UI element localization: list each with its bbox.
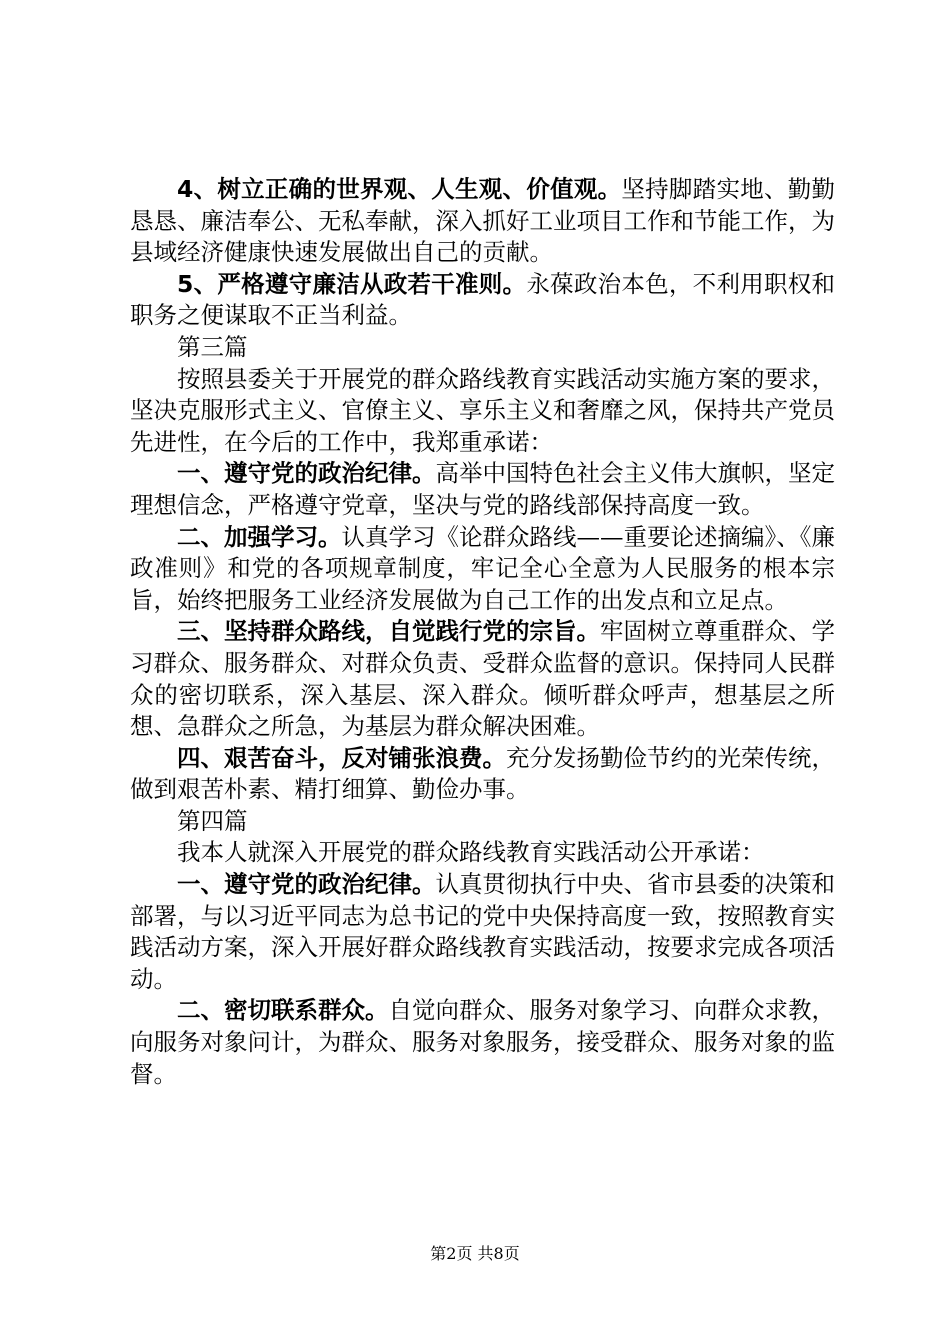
page-number-label: 第2页 共8页 xyxy=(430,1244,520,1263)
paragraph-text: 坚持脚踏实地、勤勤恳恳、廉洁奉公、无私奉献，深入抓好工业项目工作和节能工作，为县域经济健康快速发展做出自己的贡献。 xyxy=(130,175,836,267)
section-heading-part-3 xyxy=(130,332,835,364)
document-body xyxy=(130,174,835,1090)
paragraph-pledge-2 xyxy=(130,522,835,617)
paragraph-text: 自觉向群众、服务对象学习、向群众求教，向服务对象问计，为群众、服务对象服务，接受群众、服务对象的监督。 xyxy=(130,996,835,1088)
paragraph-text: 高举中国特色社会主义伟大旗帜，坚定理想信念，严格遵守党章，坚决与党的路线部保持高度一致。 xyxy=(130,459,835,519)
paragraph-lead: 二、加强学习。 xyxy=(177,522,342,551)
paragraph-text: 按照县委关于开展党的群众路线教育实践活动实施方案的要求，坚决克服形式主义、官僚主义、享乐主义和奢靡之风，保持共产党员先进性，在今后的工作中，我郑重承诺： xyxy=(130,364,835,456)
paragraph-lead: 一、遵守党的政治纪律。 xyxy=(177,870,436,899)
paragraph-pledge-1 xyxy=(130,458,835,521)
paragraph-lead: 一、遵守党的政治纪律。 xyxy=(177,459,436,488)
paragraph-lead: 四、艰苦奋斗，反对铺张浪费。 xyxy=(177,743,506,772)
paragraph-pledge-3 xyxy=(130,616,835,742)
paragraph-commitment-1 xyxy=(130,869,835,995)
paragraph-lead: 4、树立正确的世界观、人生观、价值观。 xyxy=(177,175,622,203)
section-heading-part-4 xyxy=(130,806,835,838)
paragraph-intro-part-4 xyxy=(130,837,835,869)
section-heading-text: 第三篇 xyxy=(177,332,248,361)
paragraph-text: 认真学习《论群众路线——重要论述摘编》、《廉政准则》和党的各项规章制度，牢记全心全意为人民服务的根本宗旨，始终把服务工业经济发展做为自己工作的出发点和立足点。 xyxy=(130,522,835,614)
paragraph-commitment-2 xyxy=(130,995,835,1090)
paragraph-text: 永葆政治本色，不利用职权和职务之便谋取不正当利益。 xyxy=(130,269,836,330)
paragraph-text: 牢固树立尊重群众、学习群众、服务群众、对群众负责、受群众监督的意识。保持同人民群众的密切联系，深入基层、深入群众。倾听群众呼声，想基层之所想、急群众之所急，为基层为群众解决困难。 xyxy=(130,617,835,741)
paragraph-pledge-4 xyxy=(130,743,835,806)
paragraph-lead: 5、严格遵守廉洁从政若干准则。 xyxy=(177,269,527,298)
paragraph-point-5 xyxy=(130,269,835,332)
paragraph-lead: 二、密切联系群众。 xyxy=(177,996,389,1025)
paragraph-intro-part-3 xyxy=(130,364,835,459)
paragraph-text: 认真贯彻执行中央、省市县委的决策和部署，与以习近平同志为总书记的党中央保持高度一致，按照教育实践活动方案，深入开展好群众路线教育实践活动，按要求完成各项活动。 xyxy=(130,870,835,993)
paragraph-text: 我本人就深入开展党的群众路线教育实践活动公开承诺： xyxy=(177,838,765,867)
page-footer xyxy=(0,1244,950,1264)
paragraph-point-4 xyxy=(130,174,835,269)
paragraph-text: 充分发扬勤俭节约的光荣传统，做到艰苦朴素、精打细算、勤俭办事。 xyxy=(130,743,835,804)
paragraph-lead: 三、坚持群众路线，自觉践行党的宗旨。 xyxy=(177,617,600,646)
section-heading-text: 第四篇 xyxy=(177,806,248,835)
